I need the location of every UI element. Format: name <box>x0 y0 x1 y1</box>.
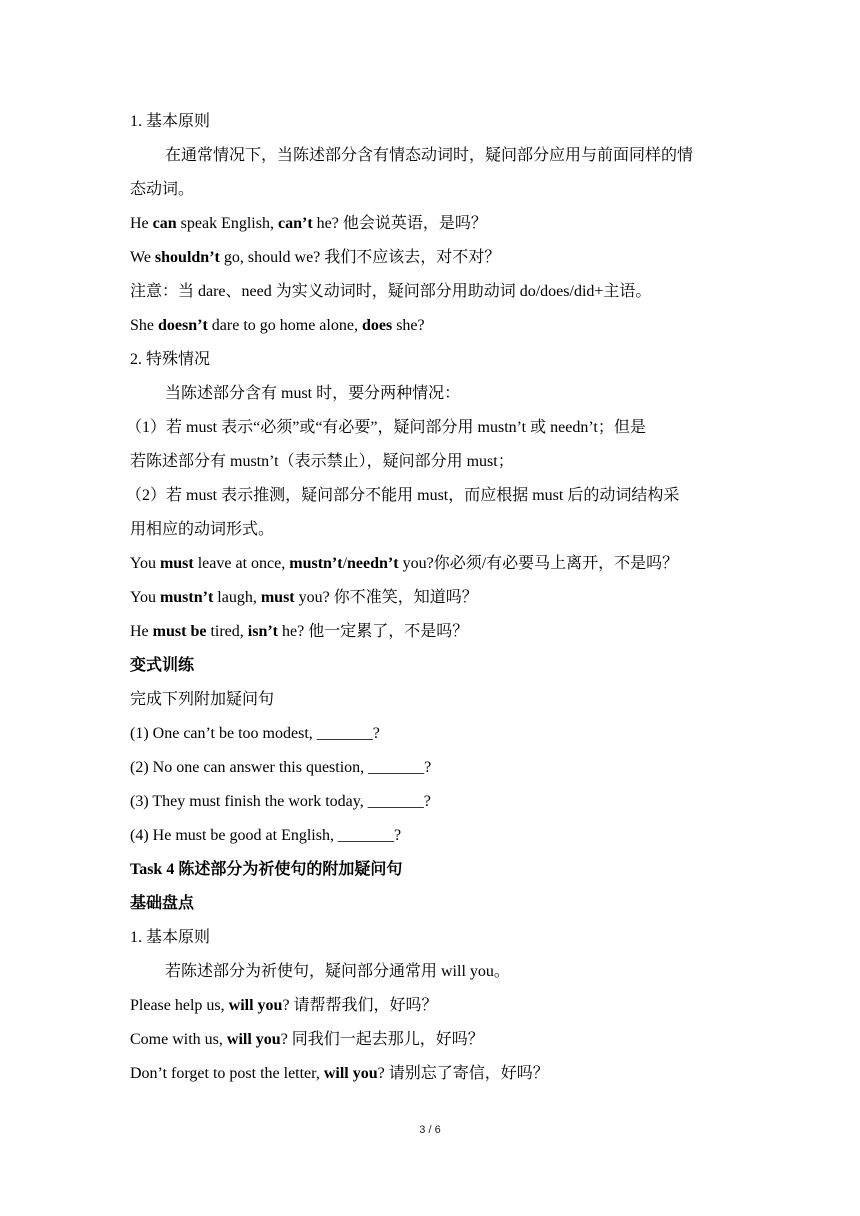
text-line <box>126 411 730 445</box>
text-line <box>130 921 730 955</box>
text-span: （1）若 must 表示“必须”或“有必要”，疑问部分用 mustn’t 或 needn’t；但是 <box>126 419 646 436</box>
text-span: he? 他一定累了，不是吗？ <box>278 623 469 640</box>
text-span: 1. 基本原则 <box>130 113 211 130</box>
text-line <box>130 547 730 581</box>
text-span: 2. 特殊情况 <box>130 351 211 368</box>
text-span: Please help us, <box>130 997 229 1014</box>
text-span: (1) One can’t be too modest, _______? <box>130 725 380 742</box>
text-span: She <box>130 317 158 334</box>
text-span: 完成下列附加疑问句 <box>130 691 275 708</box>
text-span: laugh, <box>213 589 261 606</box>
text-span: you? 你不准笑，知道吗？ <box>294 589 478 606</box>
text-span: (3) They must finish the work today, _______? <box>130 793 431 810</box>
text-line <box>130 309 730 343</box>
section-heading <box>130 887 730 921</box>
text-line <box>130 275 730 309</box>
text-line <box>130 513 730 547</box>
text-span: go, should we? 我们不应该去，对不对？ <box>219 249 501 266</box>
text-line <box>130 989 730 1023</box>
text-line <box>130 105 730 139</box>
text-span: she? <box>392 317 425 334</box>
text-span: you?你必须/有必要马上离开，不是吗？ <box>398 555 679 572</box>
text-span: 基础盘点 <box>130 895 195 912</box>
text-line <box>130 445 730 479</box>
text-span: You <box>130 555 160 572</box>
text-span: Don’t forget to post the letter, <box>130 1065 324 1082</box>
text-span: (2) No one can answer this question, _______? <box>130 759 432 776</box>
text-span: / <box>342 555 348 572</box>
text-span: speak English, <box>176 215 278 232</box>
section-heading <box>130 853 730 887</box>
text-line <box>130 683 730 717</box>
bold-text: will you <box>323 1065 378 1082</box>
text-span: 在通常情况下，当陈述部分含有情态动词时，疑问部分应用与前面同样的情 <box>165 147 694 164</box>
text-span: 若陈述部分有 mustn’t（表示禁止），疑问部分用 must； <box>130 453 514 470</box>
bold-text: must be <box>152 623 207 640</box>
text-span: We <box>130 249 155 266</box>
text-span: He <box>130 215 153 232</box>
text-span: ? 请别忘了寄信，好吗？ <box>377 1065 549 1082</box>
text-span: Task 4 陈述部分为祈使句的附加疑问句 <box>130 861 403 878</box>
text-span: You <box>130 589 160 606</box>
text-span: 注意：当 dare、need 为实义动词时，疑问部分用助动词 do/does/did+主语。 <box>130 283 652 300</box>
text-line <box>130 343 730 377</box>
text-span: He <box>130 623 153 640</box>
bold-text: can <box>152 215 177 232</box>
text-span: tired, <box>206 623 248 640</box>
bold-text: mustn’t <box>289 555 343 572</box>
text-span: (4) He must be good at English, _______? <box>130 827 402 844</box>
text-span: （2）若 must 表示推测，疑问部分不能用 must，而应根据 must 后的动词结构采 <box>126 487 680 504</box>
bold-text: mustn’t <box>159 589 214 606</box>
text-span: 态动词。 <box>130 181 195 198</box>
section-heading <box>130 649 730 683</box>
bold-text: needn’t <box>347 555 399 572</box>
text-line <box>130 1057 730 1091</box>
text-line <box>130 615 730 649</box>
text-line <box>130 241 730 275</box>
text-line <box>130 581 730 615</box>
document-body <box>126 105 730 1091</box>
text-line <box>130 1023 730 1057</box>
text-line <box>126 479 730 513</box>
text-span: he? 他会说英语，是吗？ <box>312 215 487 232</box>
text-span: leave at once, <box>193 555 290 572</box>
text-span: dare to go home alone, <box>207 317 362 334</box>
text-line <box>130 785 730 819</box>
bold-text: can’t <box>277 215 313 232</box>
text-span: 当陈述部分含有 must 时，要分两种情况： <box>165 385 461 402</box>
text-span: 1. 基本原则 <box>130 929 211 946</box>
bold-text: isn’t <box>247 623 278 640</box>
text-line <box>130 751 730 785</box>
text-line <box>130 139 730 173</box>
bold-text: will you <box>226 1031 281 1048</box>
text-span: 变式训练 <box>130 657 195 674</box>
bold-text: will you <box>228 997 283 1014</box>
text-span: ? 请帮帮我们，好吗？ <box>282 997 438 1014</box>
bold-text: must <box>159 555 194 572</box>
text-line <box>130 173 730 207</box>
text-span: ? 同我们一起去那儿，好吗？ <box>280 1031 484 1048</box>
bold-text: doesn’t <box>158 317 208 334</box>
text-line <box>130 207 730 241</box>
text-span: 用相应的动词形式。 <box>130 521 275 538</box>
text-line <box>130 717 730 751</box>
bold-text: must <box>260 589 295 606</box>
text-line <box>130 819 730 853</box>
text-span: 若陈述部分为祈使句，疑问部分通常用 will you。 <box>165 963 510 980</box>
bold-text: does <box>361 317 393 334</box>
text-line <box>130 955 730 989</box>
bold-text: shouldn’t <box>154 249 220 266</box>
text-line <box>130 377 730 411</box>
text-span: Come with us, <box>130 1031 227 1048</box>
page-number: 3 / 6 <box>419 1124 441 1136</box>
